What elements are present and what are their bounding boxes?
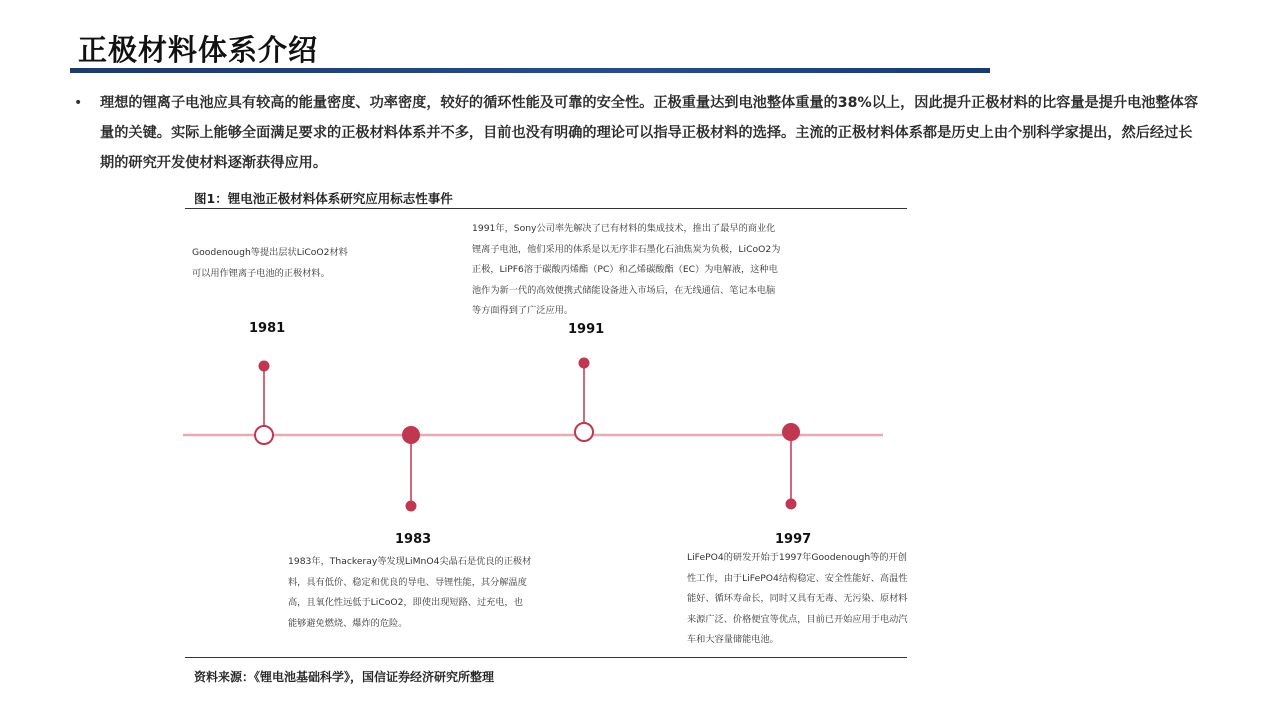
event-text-1983: 1983年，Thackeray等发现LiMnO4尖晶石是优良的正极材料，具有低价、稳定和优良的导电、导锂性能，其分解温度高，且氧化性远低于LiCoO2，即使出现短路、过充电，也能够避免燃烧、爆炸的危险。 (288, 556, 532, 629)
node-1983 (402, 426, 420, 444)
page-title: 正极材料体系介绍 (78, 33, 319, 67)
node-1991 (575, 423, 593, 441)
stem-dot-1991 (579, 358, 590, 369)
event-text-1997: LiFePO4的研发开始于1997年Goodenough等的开创性工作，由于LiFePO4结构稳定、安全性能好、高温性能好、循环寿命长，同时又具有无毒、无污染、原材料来源广泛、价格便宜等优点，目前已开始应用于电动汽车和大容量储能电池。 (687, 552, 908, 645)
event-year-1997: 1997 (775, 532, 812, 547)
event-text-1981: Goodenough等提出层状LiCoO2材料可以用作锂离子电池的正极材料。 (192, 247, 348, 279)
stem-dot-1981 (259, 361, 270, 372)
stem-dot-1997 (786, 499, 797, 510)
event-year-1991: 1991 (568, 322, 605, 337)
event-text-1991: 1991年，Sony公司率先解决了已有材料的集成技术，推出了最早的商业化锂离子电池，他们采用的体系是以无序非石墨化石油焦炭为负极，LiCoO2为正极，LiPF6溶于碳酸丙烯酯（PC）和乙烯碳酸酯（EC）为电解液，这种电池作为新一代的高效便携式储能设备进入市场后，在无线通信、笔记本电脑等方面得到了广泛应用。 (472, 223, 781, 316)
bullet-icon: • (74, 95, 83, 111)
event-year-1983: 1983 (395, 532, 432, 547)
node-1997 (782, 423, 800, 441)
event-year-1981: 1981 (249, 321, 286, 336)
intro-text: 理想的锂离子电池应具有较高的能量密度、功率密度，较好的循环性能及可靠的安全性。正极重量达到电池整体重量的38%以上，因此提升正极材料的比容量是提升电池整体容量的关键。实际上能够全面满足要求的正极材料体系并不多，目前也没有明确的理论可以指导正极材料的选择。主流的正极材料体系都是历史上由个别科学家提出，然后经过长期的研究开发使材料逐渐获得应用。 (100, 95, 1199, 171)
figure-title: 图1：锂电池正极材料体系研究应用标志性事件 (194, 191, 453, 206)
stem-dot-1983 (406, 501, 417, 512)
figure-source: 资料来源：《锂电池基础科学》，国信证券经济研究所整理 (194, 670, 495, 684)
node-1981 (255, 426, 273, 444)
figure-bottom-rule (185, 657, 907, 658)
